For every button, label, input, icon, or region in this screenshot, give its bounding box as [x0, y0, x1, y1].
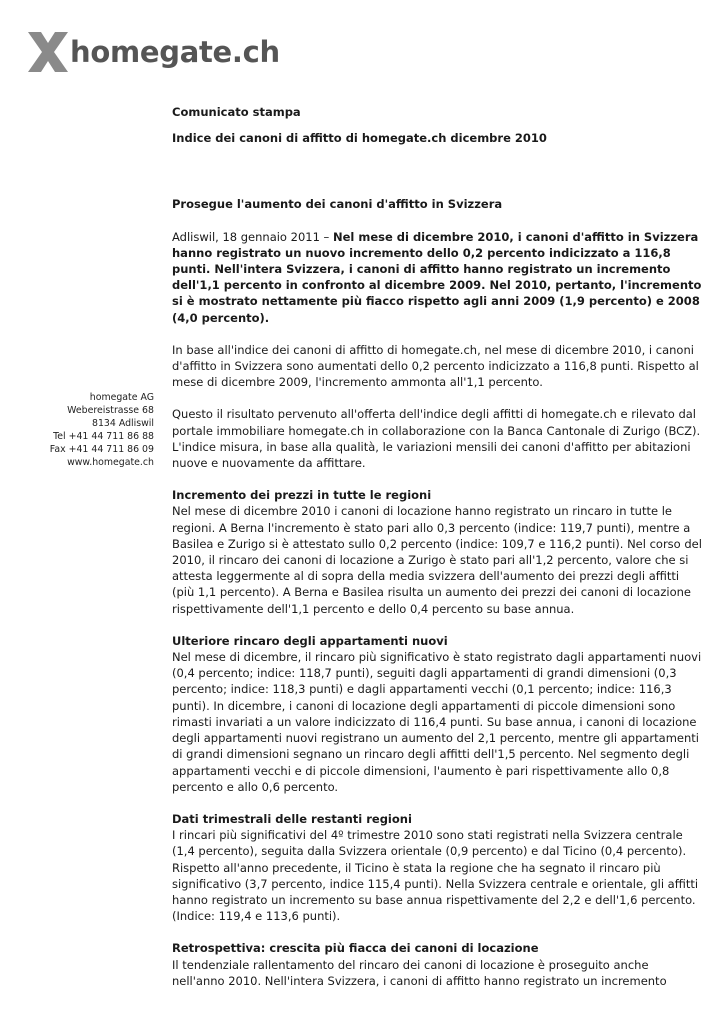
- company-street: Webereistrasse 68: [67, 405, 154, 416]
- article-title: Prosegue l'aumento dei canoni d'affitto in Svizzera: [172, 197, 503, 212]
- document-kicker: Comunicato stampa: [172, 105, 301, 119]
- logo-text: homegate.ch: [70, 35, 280, 69]
- company-website[interactable]: www.homegate.ch: [67, 457, 154, 468]
- section-heading: Incremento dei prezzi in tutte le regioni: [172, 488, 432, 503]
- company-tel: Tel +41 44 711 86 88: [53, 431, 154, 442]
- lead-paragraph: [172, 229, 704, 326]
- document-subtitle: Indice dei canoni di affitto di homegate.ch dicembre 2010: [172, 131, 547, 146]
- section-body: Nel mese di dicembre, il rincaro più significativo è stato registrato dagli appartamenti nuovi (0,4 percento; indice: 118,7 punti), seguiti dagli appartamenti di grandi dimensioni (0,3 percento; indice: 118,3 punti) e dagli appartamenti vecchi (0,1 percento; indice: 116,3 punti). In dicembre, i canoni di locazione degli appartamenti di piccole dimensioni sono rimasti invariati a un valore indicizzato di 116,4 punti. Su base annua, i canoni di locazione degli appartamenti nuovi registrano un aumento del 2,1 percento, mentre gli appartamenti di grandi dimensioni segnano un rincaro degli affitti dell'1,5 percento. Nel segmento degli appartamenti vecchi e di piccole dimensioni, l'aumento è pari rispettivamente allo 0,8 percento e allo 0,6 percento.: [172, 650, 702, 794]
- homegate-x-icon: [28, 32, 68, 72]
- press-release: [172, 104, 704, 989]
- homegate-logo[interactable]: [28, 30, 280, 74]
- dateline: Adliswil, 18 gennaio 2011 –: [172, 229, 333, 244]
- company-name: homegate AG: [89, 392, 154, 403]
- paragraph-2: Questo il risultato pervenuto all'offerta dell'indice degli affitti di homegate.ch e rilevato dal portale immobiliare homegate.ch in collaborazione con la Banca Cantonale di Zurigo (BCZ). L'indice misura, in base alla qualità, le variazioni mensili dei canoni d'affitto per abitazioni nuove e nuovamente da affittare.: [172, 407, 701, 471]
- section-new-apartments: [172, 633, 704, 795]
- company-city: 8134 Adliswil: [91, 418, 154, 429]
- lead-text: Nel mese di dicembre 2010, i canoni d'affitto in Svizzera hanno registrato un nuovo incremento dello 0,2 percento indicizzato a 116,8 punti. Nell'intera Svizzera, i canoni di affitto hanno registrato un incremento dell'1,1 percento in confronto al dicembre 2009. Nel 2010, pertanto, l'incremento si è mostrato nettamente più fiacco rispetto agli anni 2009 (1,9 percento) e 2008 (4,0 percento).: [172, 229, 702, 325]
- company-contact: [40, 391, 154, 469]
- paragraph-1: In base all'indice dei canoni di affitto di homegate.ch, nel mese di dicembre 2010, i canoni d'affitto in Svizzera sono aumentati dello 0,2 percento indicizzato a 116,8 punti. Rispetto al mese di dicembre 2009, l'incremento ammonta all'1,1 percento.: [172, 342, 699, 390]
- section-body: I rincari più significativi del 4º trimestre 2010 sono stati registrati nella Svizzera centrale (1,4 percento), seguita dalla Svizzera orientale (0,9 percento) e dal Ticino (0,4 percento). Rispetto all'anno precedente, il Ticino è stata la regione che ha segnato il rincaro più significativo (3,7 percento, indice 115,4 punti). Nella Svizzera centrale e orientale, gli affitti hanno registrato un incremento su base annua rispettivamente del 2,2 e dell'1,6 percento. (Indice: 119,4 e 113,6 punti).: [172, 828, 699, 924]
- section-heading: Ulteriore rincaro degli appartamenti nuovi: [172, 633, 448, 648]
- section-heading: Retrospettiva: crescita più fiacca dei canoni di locazione: [172, 941, 539, 956]
- section-regions: [172, 487, 704, 617]
- section-body: Nel mese di dicembre 2010 i canoni di locazione hanno registrato un rincaro in tutte le regioni. A Berna l'incremento è stato pari allo 0,3 percento (indice: 119,7 punti), mentre a Basilea e Zurigo si è attestato sullo 0,2 percento (indice: 109,7 e 116,2 punti). Nel corso del 2010, il rincaro dei canoni di locazione a Zurigo è stato pari all'1,2 percento, valore che si attesta leggermente al di sopra della media svizzera dell'aumento dei prezzi degli affitti (più 1,1 percento). A Berna e Basilea risulta un aumento dei prezzi dei canoni di locazione rispettivamente dell'1,1 percento e dello 0,4 percento su base annua.: [172, 504, 702, 616]
- section-heading: Dati trimestrali delle restanti regioni: [172, 811, 412, 826]
- section-retrospective: [172, 940, 704, 989]
- section-quarterly-data: [172, 811, 704, 924]
- section-body: Il tendenziale rallentamento del rincaro dei canoni di locazione è proseguito anche nell'anno 2010. Nell'intera Svizzera, i canoni di affitto hanno registrato un incremento: [172, 957, 667, 988]
- company-fax: Fax +41 44 711 86 09: [49, 444, 154, 455]
